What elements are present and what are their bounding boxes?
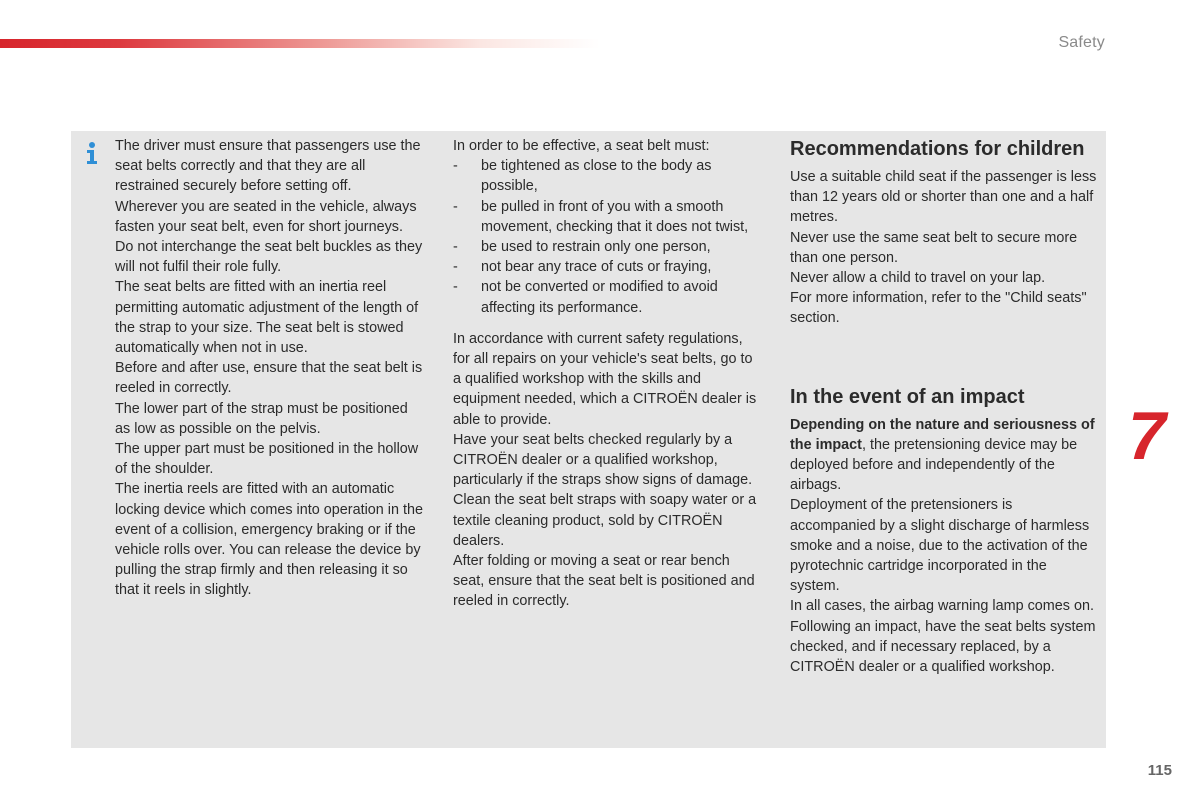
- children-heading: Recommendations for children: [790, 138, 1085, 160]
- paragraph: In accordance with current safety regulations, for all repairs on your vehicle's seat belts, go to a qualified workshop with the skills and equipment needed, which a CITROËN dealer is able to provide.: [453, 330, 757, 428]
- paragraph: In all cases, the airbag warning lamp comes on.: [790, 598, 1094, 615]
- paragraph: The seat belts are fitted with an inertia reel permitting automatic adjustment of the length of the strap to your size. The seat belt is stowed automatically when not in use.: [115, 279, 419, 357]
- paragraph: The upper part must be positioned in the hollow of the shoulder.: [115, 441, 419, 478]
- paragraph: Have your seat belts checked regularly by a CITROËN dealer or a qualified workshop, particularly if the straps show signs of damage.: [453, 431, 753, 489]
- paragraph: The inertia reels are fitted with an automatic locking device which comes into operation in the event of a collision, emergency braking or if the vehicle rolls over. You can release the device by pulling the strap firmly and then releasing it so that it reels in slightly.: [115, 481, 423, 599]
- chapter-number: 7: [1128, 398, 1166, 474]
- paragraph: Following an impact, have the seat belts system checked, and if necessary replaced, by a CITROËN dealer or a qualified workshop.: [790, 618, 1096, 676]
- paragraph: Clean the seat belt straps with soapy water or a textile cleaning product, sold by CITROËN dealers.: [453, 492, 757, 549]
- paragraph: Never allow a child to travel on your lap.: [790, 270, 1046, 287]
- list-item: - not bear any trace of cuts or fraying,: [453, 257, 758, 277]
- list-item: - not be converted or modified to avoid affecting its performance.: [453, 277, 758, 317]
- section-title: Safety: [1058, 34, 1105, 51]
- info-icon: [85, 141, 99, 165]
- list-intro: In order to be effective, a seat belt must:: [453, 138, 710, 154]
- paragraph: Wherever you are seated in the vehicle, always fasten your seat belt, even for short journeys.: [115, 198, 417, 235]
- column-effectiveness: [453, 136, 758, 612]
- paragraph: The driver must ensure that passengers use the seat belts correctly and that they are all restrained securely before setting off.: [115, 138, 421, 195]
- list-item: - be tightened as close to the body as possible,: [453, 156, 758, 196]
- paragraph: For more information, refer to the "Child seats" section.: [790, 290, 1087, 327]
- column-children-impact: [790, 136, 1100, 677]
- spacer: [453, 318, 758, 329]
- paragraph: After folding or moving a seat or rear bench seat, ensure that the seat belt is positioned and reeled in correctly.: [453, 553, 755, 610]
- list-item: - be pulled in front of you with a smooth movement, checking that it does not twist,: [453, 197, 758, 237]
- impact-lead-bold: Depending on the nature and seriousness of the impact: [790, 416, 1095, 453]
- page-number: 115: [1147, 762, 1172, 779]
- column-seat-belts: [115, 136, 425, 601]
- impact-heading: In the event of an impact: [790, 385, 1025, 408]
- impact-lead-rest: , the pretensioning device may be deployed before and independently of the airbags.: [790, 436, 1078, 494]
- paragraph: Do not interchange the seat belt buckles as they will not fulfil their role fully.: [115, 239, 423, 276]
- paragraph: Deployment of the pretensioners is accompanied by a slight discharge of harmless smoke and a noise, due to the activation of the pyrotechnic cartridge incorporated in the system.: [790, 497, 1090, 595]
- header-accent-bar: [0, 39, 600, 48]
- paragraph: The lower part of the strap must be positioned as low as possible on the pelvis.: [115, 400, 408, 437]
- requirements-list: [453, 156, 758, 318]
- paragraph: Never use the same seat belt to secure more than one person.: [790, 229, 1078, 266]
- list-item: - be used to restrain only one person,: [453, 237, 758, 257]
- paragraph: Use a suitable child seat if the passenger is less than 12 years old or shorter than one and a half metres.: [790, 169, 1097, 226]
- paragraph: Before and after use, ensure that the seat belt is reeled in correctly.: [115, 360, 423, 397]
- impact-lead: [790, 415, 1100, 496]
